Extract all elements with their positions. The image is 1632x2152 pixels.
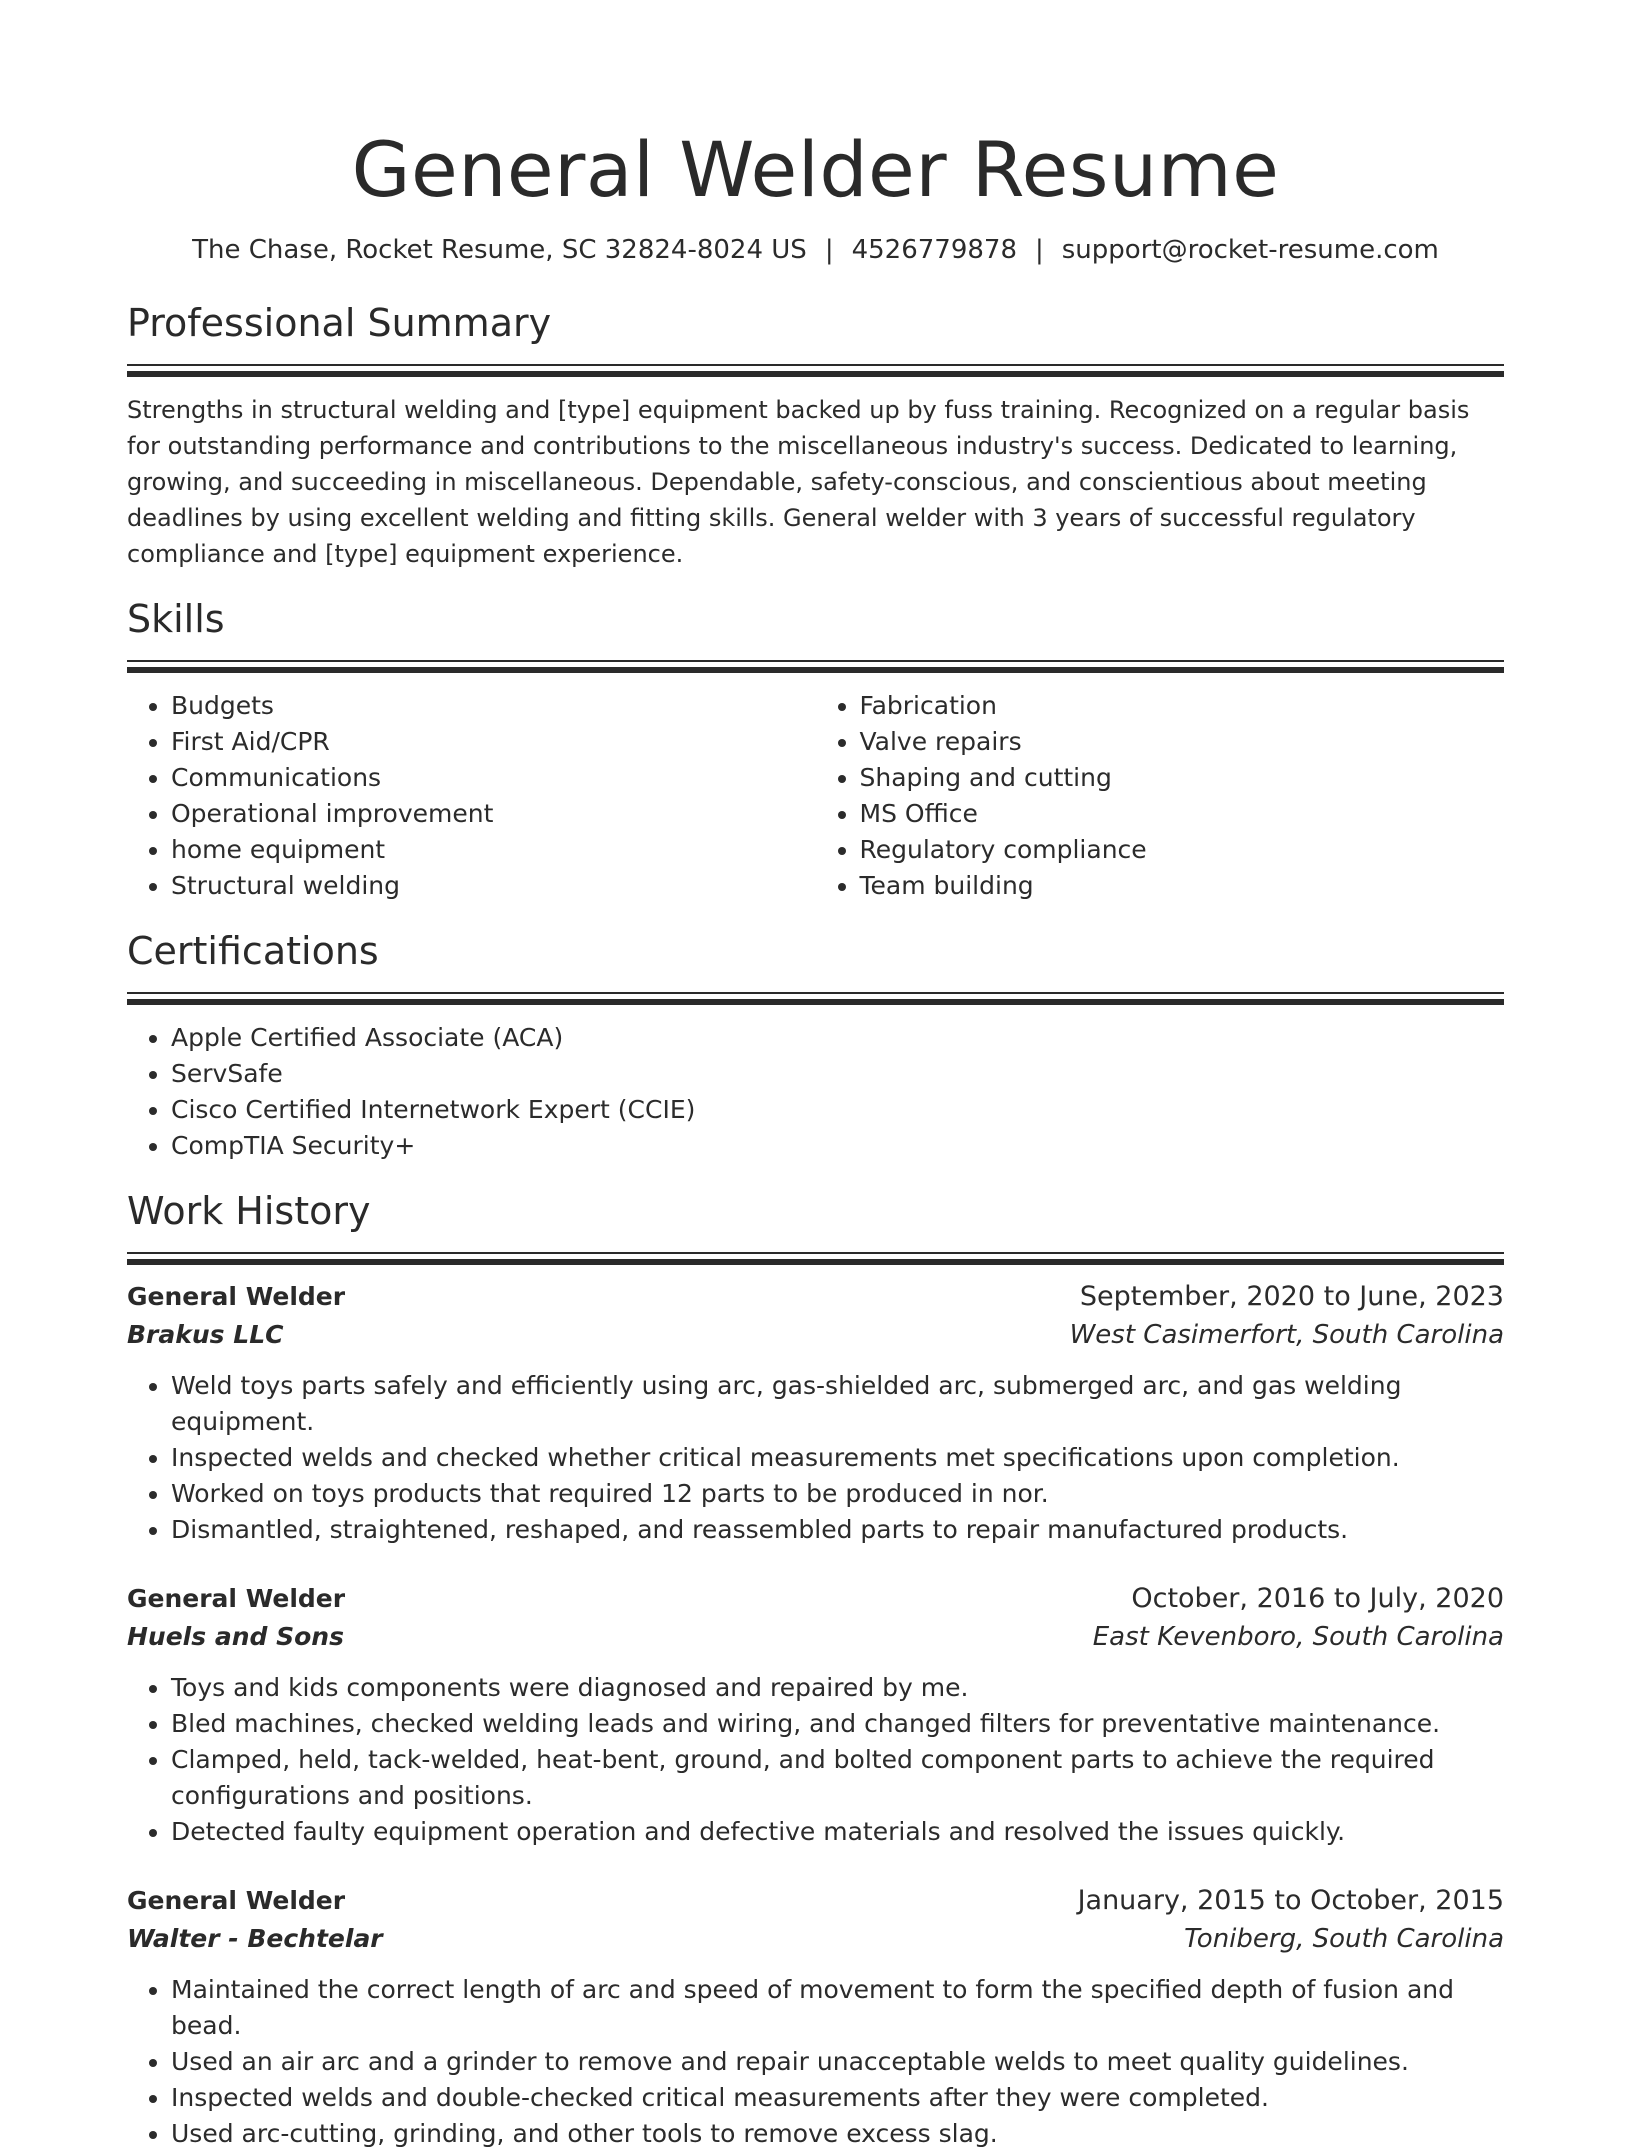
job-dates: January, 2015 to October, 2015 [1077,1885,1504,1916]
skill-item: • Valve repairs [860,724,1505,760]
job-bullet: • Used arc-cutting, grinding, and other tools to remove excess slag. [171,2116,1504,2152]
section-heading-summary: Professional Summary [127,301,552,345]
job-dates: October, 2016 to July, 2020 [1131,1583,1504,1614]
job-location: East Kevenboro, South Carolina [1092,1622,1504,1652]
skill-item: • Shaping and cutting [860,760,1505,796]
contact-line [127,232,1504,268]
job-bullet: • Dismantled, straightened, reshaped, and reassembled parts to repair manufactured products. [171,1512,1504,1548]
job-bullet: • Inspected welds and double-checked critical measurements after they were completed. [171,2080,1504,2116]
skill-item: • Operational improvement [171,796,816,832]
job-bullet: • Detected faulty equipment operation and defective materials and resolved the issues quickly. [171,1814,1504,1850]
section-divider [127,992,1504,1006]
skills-grid [127,688,1504,904]
skills-list-right [816,688,1505,904]
job-title: General Welder [127,1886,346,1915]
job-company: Huels and Sons [127,1622,344,1651]
contact-address: The Chase, Rocket Resume, SC 32824-8024 US [192,235,807,265]
job-header-row [127,1580,1504,1618]
summary-text: Strengths in structural welding and [type] equipment backed up by fuss training. Recognized on a regular basis for outstanding performance and contributions to the miscellaneous industry's success. Dedicated to learning, growing, and succeeding in miscellaneous. Dependable, safety-conscious, and conscientious about meeting deadlines by using excellent welding and fitting skills. General welder with 3 years of successful regulatory compliance and [type] equipment experience. [127,396,1470,568]
job-bullet: • Clamped, held, tack-welded, heat-bent, ground, and bolted component parts to achieve the required configurations and positions. [171,1742,1504,1814]
job-bullets [127,1368,1504,1548]
job-dates: September, 2020 to June, 2023 [1079,1281,1504,1312]
skill-item: • home equipment [171,832,816,868]
job-company-row [127,1316,1504,1354]
job-bullet: • Worked on toys products that required 12 parts to be produced in nor. [171,1476,1504,1512]
job-bullets [127,1972,1504,2152]
section-divider [127,364,1504,378]
job-bullets [127,1670,1504,1850]
resume-page [127,0,1504,2152]
job-entry [127,1580,1504,1850]
skill-item: • MS Office [860,796,1505,832]
contact-email: support@rocket-resume.com [1061,235,1439,265]
section-heading-certifications: Certifications [127,929,379,973]
skill-item: • Regulatory compliance [860,832,1505,868]
skill-item: • Fabrication [860,688,1505,724]
summary-section [127,298,1504,572]
job-location: Toniberg, South Carolina [1184,1924,1504,1954]
section-heading-work-history: Work History [127,1189,371,1233]
resume-title: General Welder Resume [351,125,1280,214]
certification-item: • CompTIA Security+ [171,1128,1504,1164]
skills-section [127,594,1504,904]
job-company: Walter - Bechtelar [127,1924,383,1953]
certifications-section [127,926,1504,1164]
skills-list-left [127,688,816,904]
skill-item: • Structural welding [171,868,816,904]
section-heading-skills: Skills [127,597,225,641]
skill-item: • Team building [860,868,1505,904]
job-header-row [127,1882,1504,1920]
certification-item: • Cisco Certified Internetwork Expert (CCIE) [171,1092,1504,1128]
job-company: Brakus LLC [127,1320,284,1349]
certification-item: • Apple Certified Associate (ACA) [171,1020,1504,1056]
skill-item: • Communications [171,760,816,796]
skill-item: • Budgets [171,688,816,724]
job-header-row [127,1278,1504,1316]
job-bullet: • Inspected welds and checked whether critical measurements met specifications upon completion. [171,1440,1504,1476]
job-bullet: • Maintained the correct length of arc and speed of movement to form the specified depth of fusion and bead. [171,1972,1504,2044]
job-company-row [127,1618,1504,1656]
job-location: West Casimerfort, South Carolina [1069,1320,1504,1350]
job-entry [127,1278,1504,1548]
certification-item: • ServSafe [171,1056,1504,1092]
section-divider [127,1252,1504,1266]
work-history-section [127,1186,1504,2152]
contact-separator: | [1035,235,1044,265]
contact-phone: 4526779878 [851,235,1017,265]
skill-item: • First Aid/CPR [171,724,816,760]
contact-separator: | [824,235,834,265]
job-bullet: • Weld toys parts safely and efficiently using arc, gas-shielded arc, submerged arc, and gas welding equipment. [171,1368,1504,1440]
job-title: General Welder [127,1584,346,1613]
job-company-row [127,1920,1504,1958]
certifications-list [127,1020,1504,1164]
section-divider [127,660,1504,674]
job-bullet: • Used an air arc and a grinder to remove and repair unacceptable welds to meet quality guidelines. [171,2044,1504,2080]
job-bullet: • Toys and kids components were diagnosed and repaired by me. [171,1670,1504,1706]
job-title: General Welder [127,1282,346,1311]
job-bullet: • Bled machines, checked welding leads and wiring, and changed filters for preventative maintenance. [171,1706,1504,1742]
